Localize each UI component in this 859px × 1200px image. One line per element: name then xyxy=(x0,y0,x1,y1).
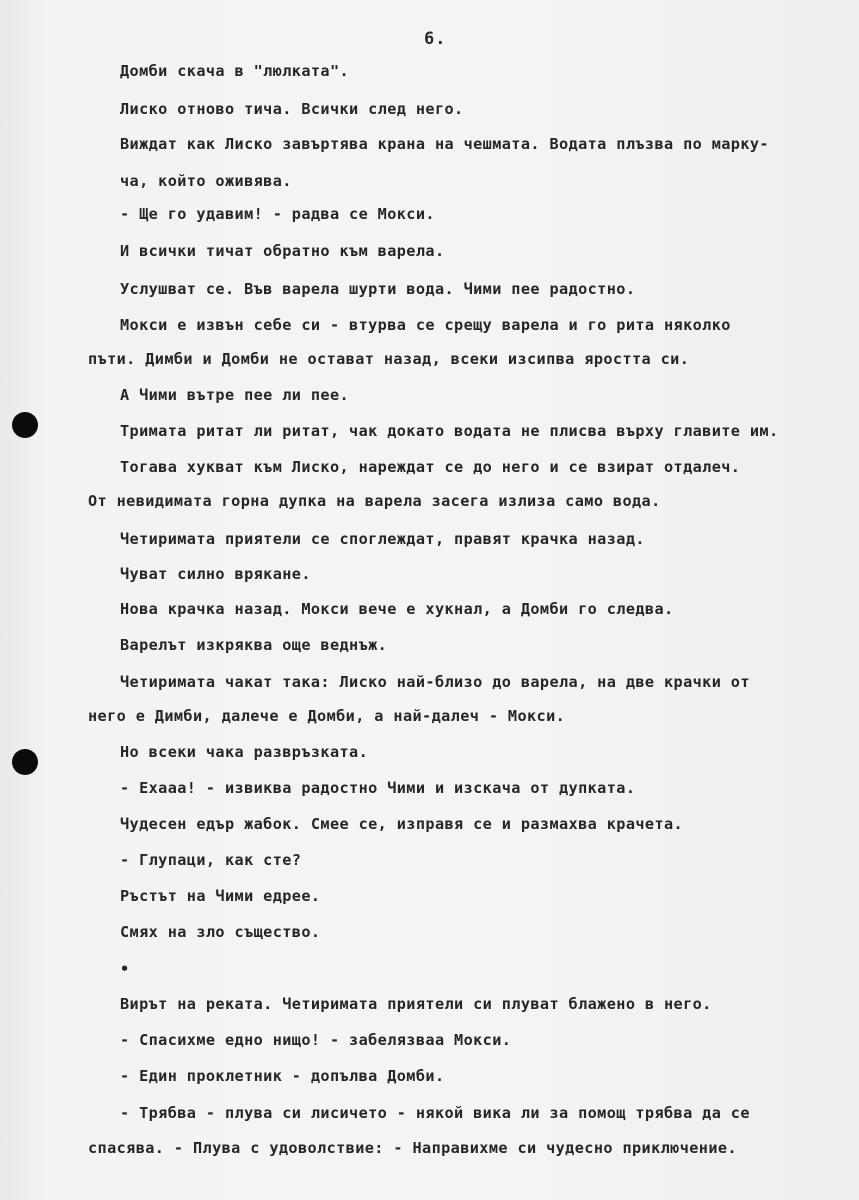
separator-dot: • xyxy=(120,960,130,978)
text-line: Чуват силно врякане. xyxy=(120,565,311,583)
text-line: Тримата ритат ли ритат, чак докато водата не плисва върху главите им. xyxy=(120,422,779,440)
text-line: - Глупаци, как сте? xyxy=(120,851,302,869)
text-line: И всички тичат обратно към варела. xyxy=(120,242,445,260)
text-line: Смях на зло същество. xyxy=(120,923,321,941)
text-line: спасява. - Плува с удоволствие: - Направихме си чудесно приключение. xyxy=(88,1139,737,1157)
text-line: Варелът изкряква още веднъж. xyxy=(120,636,388,654)
text-line: Четиримата чакат така: Лиско най-близо до варела, на две крачки от xyxy=(120,673,750,691)
text-line: А Чими вътре пее ли пее. xyxy=(120,386,350,404)
text-line: Тогава хукват към Лиско, нареждат се до него и се взират отдалеч. xyxy=(120,458,741,476)
text-line: - Трябва - плува си лисичето - някой вика ли за помощ трябва да се xyxy=(120,1104,750,1122)
text-line: Виждат как Лиско завъртява крана на чешмата. Водата плъзва по марку- xyxy=(120,135,769,153)
text-line: ча, който оживява. xyxy=(120,172,292,190)
text-line: Домби скача в "люлката". xyxy=(120,62,350,80)
text-line: От невидимата горна дупка на варела засега излиза само вода. xyxy=(88,492,661,510)
text-line: пъти. Димби и Домби не остават назад, всеки изсипва яростта си. xyxy=(88,350,690,368)
punch-hole xyxy=(12,749,38,775)
text-line: Чудесен едър жабок. Смее се, изправя се и размахва крачета. xyxy=(120,815,684,833)
text-line: Лиско отново тича. Всички след него. xyxy=(120,100,464,118)
punch-hole xyxy=(12,412,38,438)
text-line: - Ехааа! - извиква радостно Чими и изскача от дупката. xyxy=(120,779,636,797)
text-line: Мокси е извън себе си - втурва се срещу варела и го рита няколко xyxy=(120,316,731,334)
text-line: Вирът на реката. Четиримата приятели си плуват блажено в него. xyxy=(120,995,712,1013)
page-number: 6. xyxy=(424,29,447,49)
text-line: Нова крачка назад. Мокси вече е хукнал, а Домби го следва. xyxy=(120,600,674,618)
text-line: Ръстът на Чими едрее. xyxy=(120,887,321,905)
text-line: - Спасихме едно нищо! - забелязваа Мокси. xyxy=(120,1031,512,1049)
text-line: - Ще го удавим! - радва се Мокси. xyxy=(120,205,435,223)
text-line: Услушват се. Във варела шурти вода. Чими пее радостно. xyxy=(120,280,636,298)
text-line: Четиримата приятели се споглеждат, правят крачка назад. xyxy=(120,530,645,548)
text-line: - Един проклетник - допълва Домби. xyxy=(120,1067,445,1085)
text-line: него е Димби, далече е Домби, а най-далеч - Мокси. xyxy=(88,707,566,725)
text-line: Но всеки чака развръзката. xyxy=(120,743,369,761)
